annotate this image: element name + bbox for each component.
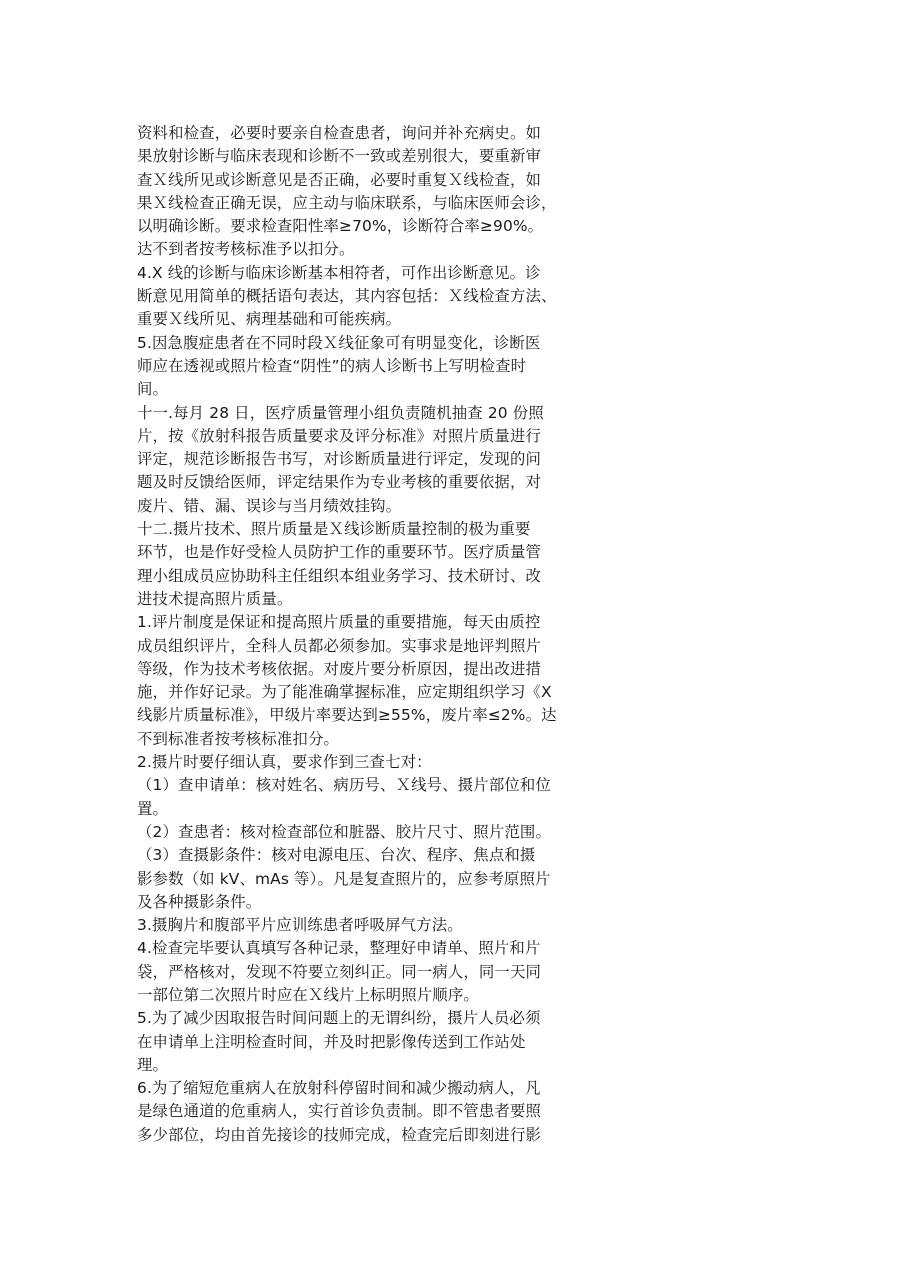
text-line: 理小组成员应协助科主任组织本组业务学习、技术研讨、改 [137, 566, 542, 585]
text-line: 重要Ｘ线所见、病理基础和可能疾病。 [137, 310, 402, 329]
text-line: 达不到者按考核标准予以扣分。 [137, 240, 355, 259]
text-line: 进技术提高照片质量。 [137, 589, 293, 608]
text-line: 置。 [137, 799, 169, 818]
text-line: 资料和检查，必要时要亲自检查患者，询问并补充病史。如 [137, 124, 542, 142]
text-line: 2.摄片时要仔细认真，要求作到三查七对： [137, 753, 432, 772]
text-line: 理。 [137, 1055, 169, 1074]
text-line: 断意见用简单的概括语句表达，其内容包括：Ｘ线检查方法、 [137, 287, 557, 306]
text-line: 是绿色通道的危重病人，实行首诊负责制。即不管患者要照 [137, 1102, 542, 1121]
text-line: 袋，严格核对，发现不符要立刻纠正。同一病人，同一天同 [137, 962, 542, 981]
text-line: 十一.每月 28 日，医疗质量管理小组负责随机抽查 20 份照 [137, 403, 544, 422]
text-line: 片，按《放射科报告质量要求及评分标准》对照片质量进行 [137, 426, 542, 445]
text-line: 及各种摄影条件。 [137, 892, 262, 911]
text-line: 在申请单上注明检查时间，并及时把影像传送到工作站处 [137, 1032, 526, 1051]
text-line: 环节，也是作好受检人员防护工作的重要环节。医疗质量管 [137, 543, 542, 562]
text-line: 废片、错、漏、误诊与当月绩效挂钩。 [137, 496, 402, 515]
text-line: 不到标准者按考核标准扣分。 [137, 729, 340, 748]
text-line: 线影片质量标准》，甲级片率要达到≥55%，废片率≤2%。达 [137, 706, 557, 725]
text-line: 影参数（如 kV、mAs 等）。凡是复查照片的，应参考原照片 [137, 869, 551, 888]
text-line: 师应在透视或照片检查“阴性”的病人诊断书上写明检查时 [137, 356, 527, 375]
text-line: （1）查申请单：核对姓名、病历号、Ｘ线号、摄片部位和位 [137, 776, 551, 795]
text-line: 评定，规范诊断报告书写，对诊断质量进行评定，发现的问 [137, 450, 542, 469]
text-line: 果Ｘ线检查正确无误，应主动与临床联系，与临床医师会诊， [137, 193, 557, 212]
text-line: 查Ｘ线所见或诊断意见是否正确，必要时重复Ｘ线检查，如 [137, 170, 542, 189]
text-line: （2）查患者：核对检查部位和脏器、胶片尺寸、照片范围。 [137, 822, 551, 841]
text-line: 施，并作好记录。为了能准确掌握标准，应定期组织学习《X [137, 683, 552, 702]
text-line: 6.为了缩短危重病人在放射科停留时间和减少搬动病人，凡 [137, 1079, 541, 1098]
text-line: 5.因急腹症患者在不同时段Ｘ线征象可有明显变化，诊断医 [137, 333, 541, 352]
text-line: 果放射诊断与临床表现和诊断不一致或差别很大，要重新审 [137, 147, 542, 166]
text-line: 多少部位，均由首先接诊的技师完成，检查完后即刻进行影 [137, 1125, 542, 1144]
text-line: 以明确诊断。要求检查阳性率≥70%，诊断符合率≥90%。 [137, 217, 544, 236]
document-body [137, 122, 587, 1147]
text-line: 4.检查完毕要认真填写各种记录，整理好申请单、照片和片 [137, 939, 541, 958]
text-line: 4.X 线的诊断与临床诊断基本相符者，可作出诊断意见。诊 [137, 263, 541, 282]
text-line: （3）查摄影条件：核对电源电压、台次、程序、焦点和摄 [137, 846, 536, 865]
text-line: 3.摄胸片和腹部平片应训练患者呼吸屏气方法。 [137, 916, 463, 935]
text-line: 1.评片制度是保证和提高照片质量的重要措施，每天由质控 [137, 613, 541, 632]
text-line: 成员组织评片，全科人员都必须参加。实事求是地评判照片 [137, 636, 542, 655]
text-line: 间。 [137, 380, 169, 399]
text-line: 题及时反馈给医师，评定结果作为专业考核的重要依据，对 [137, 473, 542, 492]
text-line: 一部位第二次照片时应在Ｘ线片上标明照片顺序。 [137, 985, 479, 1004]
text-line: 5.为了减少因取报告时间问题上的无谓纠纷，摄片人员必须 [137, 1009, 541, 1028]
text-line: 等级，作为技术考核依据。对废片要分析原因，提出改进措 [137, 659, 542, 678]
text-line: 十二.摄片技术、照片质量是Ｘ线诊断质量控制的极为重要 [137, 520, 531, 539]
